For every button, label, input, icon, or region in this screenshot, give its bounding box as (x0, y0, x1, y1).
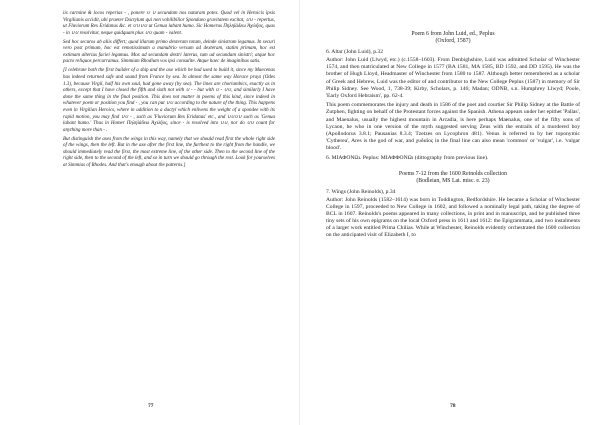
right-page-body (326, 31, 580, 242)
page-number-left: 77 (148, 403, 154, 409)
page-number-right: 78 (450, 403, 456, 409)
latin-paragraph-2: Sed hoc securos ab aliis differt; quod illarum primo dexteram totam, deinde sinistram legamus. In securi vero post primam, hoc est remotissimam a manubrio versum ad dexteram, statim primam, hoc est extimam alterius faciei legamus. Mox ad secundam dextri laterus, tum ad secundam sinistri; atque hoc pacto reliquos percurramus. Simmiam Rhodium vos ipsi consulite. Atque haec de imaginibus satis. (63, 39, 275, 65)
item7-author-note: Author: John Reinolds (1582–1614) was born in Toddington, Bedfordshire. He became a Scholar of Winchester College in 1597, proceeded to New College in 1602, and followed a nominally legal path, taking the degree of BCL in 1607. Reinolds's poems appeared in many collections, in print and in manuscript, and he published three tiny sets of his own epigrams on the local Oxford press in 1611 and 1612: the Epigrammata, and two instalments of a larger work entitled Prima Chilias. While at Winchester, Reinolds evidently orchestrated the 1600 collection on the anticipated visit of Elizabeth I, to (326, 196, 580, 239)
poems7-source: (Bodleian, MS Lat. misc. e. 23) (416, 177, 490, 184)
poem6-heading: Poem 6 from John Luid, ed., Peplus (411, 31, 495, 37)
poems7-heading: Poems 7-12 from the 1600 Reinolds collection (398, 170, 508, 177)
item7-title: 7. Wings (John Reinolds), p.34 (326, 188, 396, 195)
item6-author-note: Author: John Luid (Llwyd, etc.) (c.1558–1603). From Denbighshire, Luid was admitted Scholar of Winchester 1574, and then matriculated at New College in 1577 (BA 1581, MA 1585, BD 1592, and DD 1595). He was the brother of Hugh Lloyd, Headmaster of Winchester from 1580 to 1587. Although better remembered as a scholar of Greek and Hebrew, Luid was the editor of and contributor to the New College Peplus (1587) in memory of Sir Philip Sidney. See Wood, 1, 738-39; Kirby, Scholars, p. 146; Madan; ODNB, s.n. Humphrey Llwyd; Poole, 'Early Oxford Hebraism', pp. 62-4. (326, 57, 580, 99)
left-page-body (63, 11, 275, 172)
latin-paragraph-1: iis carmine & locos reperias - , ponere ∪ ∪ secundam nos naturam potes. Quod vel in Heroicis ipsis Virgilianis accidit, ubi praeter Dactylum qui non vobilibilior Spondaeo gravitatem excitat, ∪∪ - repertus, ut Fluviorum Rex Eridanus &c. et ∪∪∪∪ ut Genua labant humo. Sic Homerus Πηληϊάδεω Ἀχιλῆος, quas - in ∪∪ resolvitur, neque quidquam plus ∪∪ quam - valent. (63, 11, 275, 36)
item6-title: 6. Altar (John Luid), p.32 (326, 49, 384, 56)
item6-commentary: This poem commemorates the injury and death in 1586 of the poet and courtier Sir Philip Sidney at the Battle of Zutphen, fighting on behalf of the Protestant forces against the Spanish. Athena appears under her epithet 'Pallas', and Maenalus, usually the highest mountain in Arcadia, is here perhaps Maenalus, one of the fifty sons of Lycaon, he who in one version of the myth suggested serving Zeus with the entrails of a murdered boy (Apollodorus 3.8.1; Pausanias 8.3.4; Tzetzes on Lycophron 481). Venus is referred to by her toponymic 'Cytherea', Ares is the god of war, and χυδαῖος in the final line can also mean 'common' or 'vulgar', i.e. 'vulgar blood'. (326, 102, 580, 151)
item6-textual-note: 6. ΜΙΑΦΟΝΩι. Peplus: ΜΙΑΦΦΟΝΩι (dittography from previous line). (326, 154, 489, 161)
poem6-source: (Oxford, 1587) (435, 38, 471, 45)
translation-paragraph-2: But distinguish the axes from the wings in this way, namely that we should read first the whole right side of the wings, then the left. But in the axe after the first line, the furthest to the right from the handle, we should immediately read the first, the most extreme line, of the other side. Then to the second line of the right side, then to the second of the left, and so in turn we should go through the rest. Look for yourselves at Simmias of Rhodes. And that's enough about the patterns.] (63, 136, 275, 168)
right-page (300, 0, 600, 425)
translation-paragraph-1: [I celebrate both the first builder of a ship and the axe which he had used to build it, since my Maecenas has indeed returned safe and sound from France by sea. In almost the same way Horace prays (Odes 1.3), because Virgil, half his own soul, had gone away (by sea). The lines are choriambics, exactly as in others, except that I have closed the fifth and sixth not with ∪ - - but with ∪ - ∪∪, and similarly I have done the same thing in the final position. This does not matter in poems of this kind, since indeed in whatever poem or position you find - , you can put ∪∪ according to the nature of the thing. This happens even in Virgilian Heroics, where in addition to a dactyl which enlivens the weight of a spondee with its rapid motion, you may find ∪∪ - , such as 'Fluviorum Rex Eridanus' etc., and ∪∪∪∪ such as 'Genua labant humo.' Thus in Homer Πηληϊάδεω Ἀχιλῆος, since - is resolved into ∪∪, nor do ∪∪ count for anything more than - . (63, 68, 275, 133)
